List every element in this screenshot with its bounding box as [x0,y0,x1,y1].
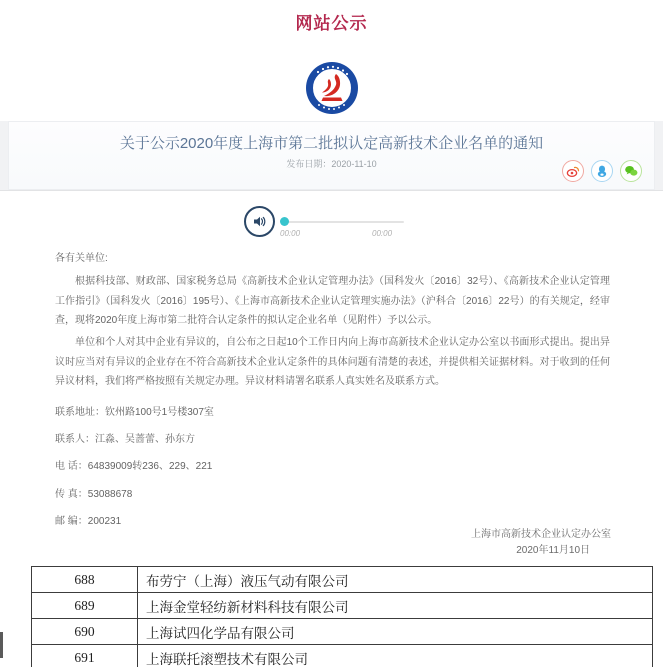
qq-icon [595,164,609,178]
publish-date: 发布日期：2020-11-10 [286,159,377,169]
paragraph-basis: 根据科技部、财政部、国家税务总局《高新技术企业认定管理办法》（国科发火〔2016〕32号）、《高新技术企业认定管理工作指引》（国科发火〔2016〕195号）、《上海市高新技术企业认定管理实施办法》（沪科合〔2016〕22号）的有关规定，经审查，现将2020年度上海市第二批符合认定条件的拟认定企业名单（见附件）予以公示。 [55,276,610,326]
company-name: 上海试四化学品有限公司 [138,619,653,645]
contact-fax: 传 真：53088678 [55,489,133,500]
paragraph-objection: 单位和个人对其中企业有异议的，自公布之日起10个工作日内向上海市高新技术企业认定办公室以书面形式提出。提出异议时应当对有异议的企业存在不符合高新技术企业认定条件的具体问题有清楚的表述，并提供相关证据材料。对于收到的任何异议材料，我们将严格按照有关规定办理。异议材料请署名联系人真实姓名及联系方式。 [55,337,610,387]
row-number: 688 [32,567,138,593]
enterprise-list-table [31,566,653,667]
contact-persons: 联系人：江淼、吴蔷蕾、孙东方 [55,434,195,445]
row-number: 690 [32,619,138,645]
audio-current-time: 00:00 [280,229,301,238]
audio-progress-track[interactable] [284,221,404,223]
contact-address: 联系地址：钦州路100号1号楼307室 [55,407,214,418]
audio-play-button[interactable] [244,206,275,237]
table-row [32,567,653,593]
signature-org: 上海市高新技术企业认定办公室 [471,529,611,540]
row-number: 691 [32,645,138,667]
article-title: 关于公示2020年度上海市第二批拟认定高新技术企业名单的通知 [119,135,544,152]
speaker-icon [252,214,267,229]
audio-progress-knob[interactable] [280,217,289,226]
company-name: 上海金堂轻纺新材料科技有限公司 [138,593,653,619]
weibo-share-button[interactable] [562,160,584,182]
share-buttons [562,160,642,182]
audio-total-time: 00:00 [372,229,393,238]
company-name: 上海联托滚塑技术有限公司 [138,645,653,667]
audio-player [244,204,404,246]
table-row [32,645,653,667]
row-number: 689 [32,593,138,619]
table-row [32,619,653,645]
company-name: 布劳宁（上海）液压气动有限公司 [138,567,653,593]
signature-date: 2020年11月10日 [516,545,590,556]
contact-phone: 电 话：64839009转236、229、221 [55,461,213,472]
article-header-band [0,121,663,191]
qq-share-button[interactable] [591,160,613,182]
article-header-card [8,121,655,190]
scan-artifact [0,632,3,658]
wechat-share-button[interactable] [620,160,642,182]
logo [0,61,663,120]
contact-zipcode: 邮 编：200231 [55,516,122,527]
high-tech-enterprise-logo-icon [305,61,359,115]
table-row [32,593,653,619]
salutation: 各有关单位: [55,253,108,264]
wechat-icon [624,164,639,178]
page-title: 网站公示 [295,14,368,33]
weibo-icon [566,164,580,178]
